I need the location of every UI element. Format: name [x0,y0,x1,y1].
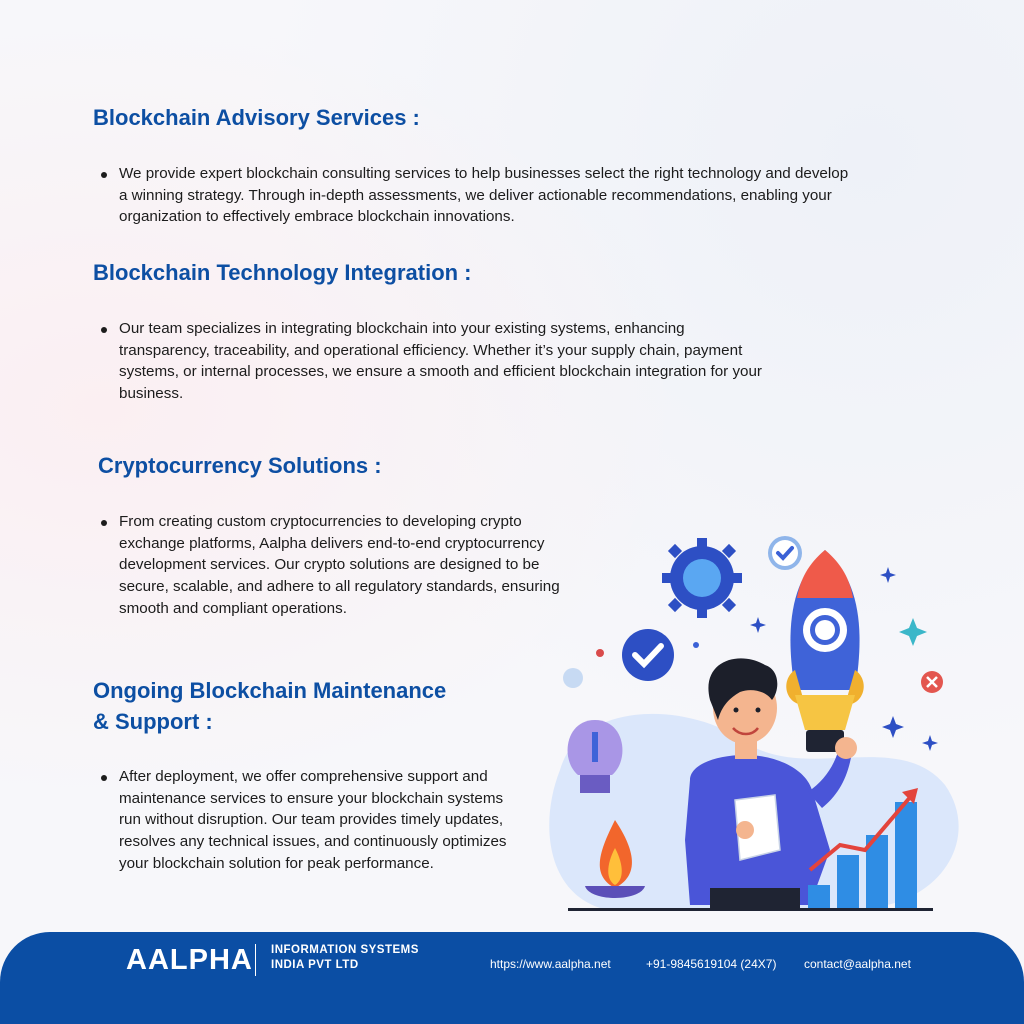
brand-divider [255,944,256,976]
website-link[interactable]: https://www.aalpha.net [490,957,611,971]
decor-dot [596,649,604,657]
blockchain-illustration [540,530,980,920]
brand-logo: AALPHA [126,944,253,976]
sparkle-icon [882,716,904,738]
heading-crypto: Cryptocurrency Solutions : [98,453,382,478]
paragraph-advisory: We provide expert blockchain consulting services to help businesses select the right technology and develop a winning strategy. Through in-depth assessments, we deliver actionable recommendations, enabling your organization to effectively embrace blockchain innovations. [100,163,854,228]
brand-subtitle [271,943,419,973]
gear-icon [662,538,742,618]
phone-number[interactable]: +91-9845619104 (24X7) [646,957,777,971]
sparkle-icon [880,567,896,583]
brand-subtitle-line1: INFORMATION SYSTEMS [271,944,419,956]
footer-bar [0,932,1024,1024]
heading-maintenance-line1: Ongoing Blockchain Maintenance [93,678,447,703]
paragraph-integration: Our team specializes in integrating blockchain into your existing systems, enhancing transparency, traceability, and operational efficiency. Whether it’s your supply chain, payment systems, or internal processes, we ensure a smooth and efficient blockchain integration for your business. [100,318,779,405]
close-badge-icon [921,671,943,693]
brand-subtitle-line2: INDIA PVT LTD [271,959,359,971]
heading-advisory: Blockchain Advisory Services : [93,105,420,130]
decor-dot [563,668,583,688]
sparkle-icon [750,617,766,633]
checkmark-badge-small-icon [768,536,802,570]
decor-dot [693,642,699,648]
heading-maintenance-line2: & Support : [93,709,213,734]
star-icon [899,618,927,646]
rocket-icon [786,550,863,705]
heading-maintenance [93,675,446,737]
heading-integration: Blockchain Technology Integration : [93,260,472,285]
paragraph-crypto: From creating custom cryptocurrencies to developing crypto exchange platforms, Aalpha delivers end-to-end cryptocurrency development services. Our crypto solutions are designed to be secure, scalable, and adhere to all regulatory standards, ensuring smooth and compliant operations. [100,511,569,620]
checkmark-badge-icon [622,629,674,681]
email-link[interactable]: contact@aalpha.net [804,957,911,971]
paragraph-maintenance: After deployment, we offer comprehensive support and maintenance services to ensure your blockchain systems run without disruption. Our team provides timely updates, resolves any technical issues, and continuously optimizes your blockchain solution for peak performance. [100,766,524,875]
sparkle-icon [922,735,938,751]
